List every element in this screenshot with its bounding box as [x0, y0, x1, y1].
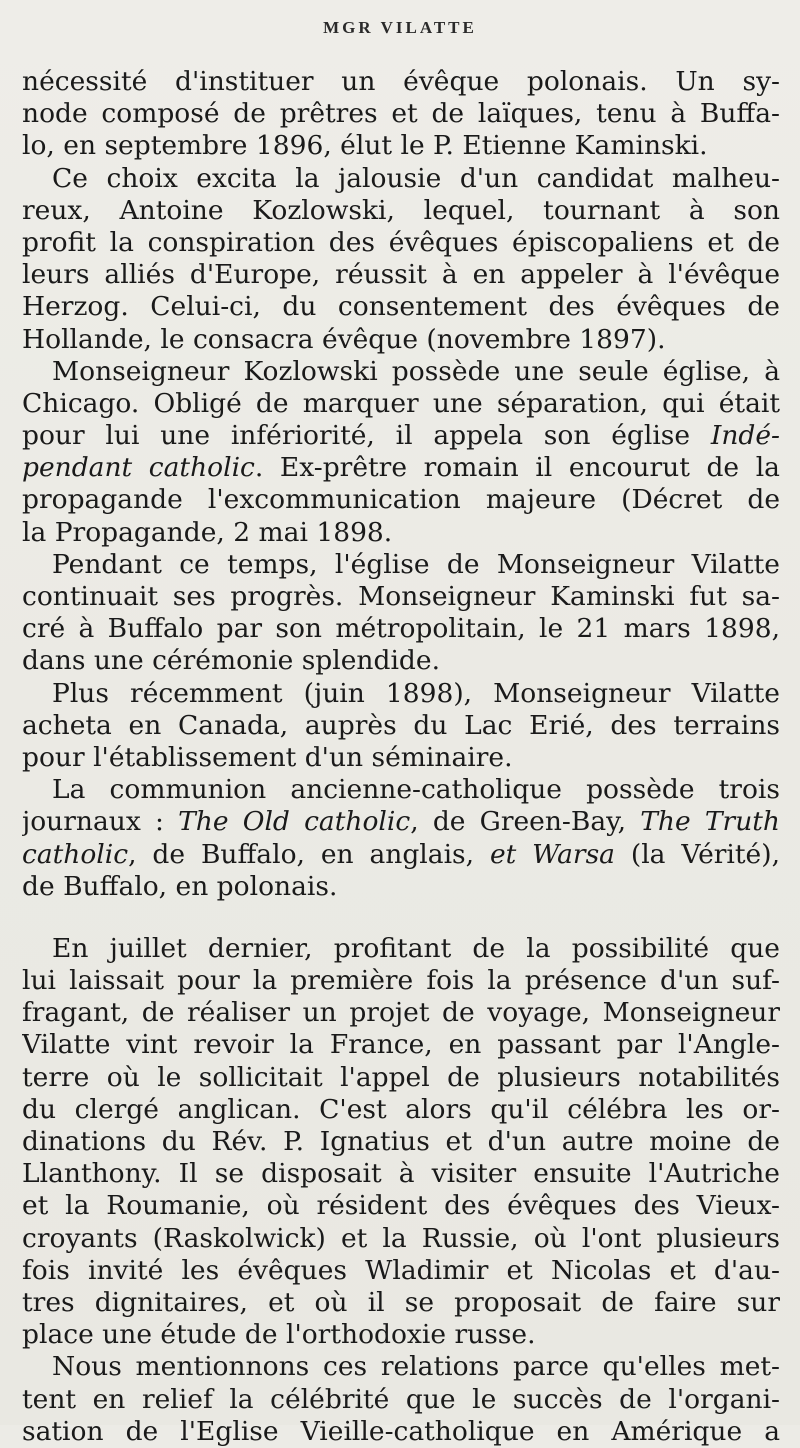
text-line: [22, 806, 780, 838]
text-line: [22, 549, 780, 581]
line-text: terre où le sollicitait l'appel de plusieurs notabilités: [22, 1061, 780, 1093]
italic-text: et Warsa: [489, 838, 615, 870]
paragraph: [22, 163, 780, 356]
text-line: [22, 710, 780, 742]
line-text: dinations du Rév. P. Ignatius et d'un autre moine de: [22, 1126, 780, 1157]
text-line: [22, 965, 780, 997]
line-text: Vilatte vint revoir la France, en passant par l'Angle-: [22, 1029, 780, 1061]
italic-text: Indé-: [710, 420, 780, 452]
line-text: propagande l'excommunication majeure (Décret de: [22, 484, 780, 516]
text-line: [22, 227, 780, 259]
text-line: [22, 356, 780, 388]
line-text: . Ex-prêtre romain il encourut de la: [254, 452, 780, 484]
line-text: En juillet dernier, profitant de la possibilité que: [52, 932, 780, 964]
italic-text: The Old catholic: [178, 806, 411, 838]
paragraph: [22, 1351, 780, 1448]
text-line: [22, 259, 780, 291]
paragraph: [22, 549, 780, 678]
paragraph: [22, 66, 780, 163]
text-line: [22, 997, 780, 1029]
text-line: [22, 291, 780, 323]
text-line: [22, 66, 780, 98]
text-line: [22, 517, 780, 549]
text-line: [22, 1255, 780, 1287]
line-text: , de Buffalo, en anglais,: [128, 838, 490, 870]
line-text: Llanthony. Il se disposait à visiter ensuite l'Autriche: [22, 1158, 780, 1190]
italic-text: catholic: [22, 838, 129, 870]
line-text: Ce choix excita la jalousie d'un candidat malheu-: [52, 162, 780, 194]
line-text: pour lui une infériorité, il appela son église: [22, 420, 711, 452]
text-line: [22, 1319, 780, 1351]
text-line: [22, 484, 780, 516]
text-line: [22, 163, 780, 195]
line-text: du clergé anglican. C'est alors qu'il célébra les or-: [22, 1093, 780, 1125]
paragraph: [22, 933, 780, 1351]
line-text: lui laissait pour la première fois la présence d'un suf-: [22, 965, 780, 997]
line-text: nécessité d'instituer un évêque polonais. Un sy-: [22, 66, 780, 97]
line-text: pour l'établissement d'un séminaire.: [22, 741, 513, 773]
text-line: [22, 678, 780, 710]
text-line: [22, 581, 780, 613]
line-text: Monseigneur Kozlowski possède une seule église, à: [52, 355, 780, 387]
text-line: [22, 1351, 780, 1383]
text-line: [22, 645, 780, 677]
text-line: [22, 1158, 780, 1190]
line-text: reux, Antoine Kozlowski, lequel, tournant à son: [22, 194, 780, 226]
text-line: [22, 871, 780, 903]
section-break: [22, 903, 780, 933]
text-line: [22, 1223, 780, 1255]
line-text: La communion ancienne-catholique possède trois: [52, 774, 780, 806]
paragraph: [22, 678, 780, 775]
line-text: acheta en Canada, auprès du Lac Erié, des terrains: [22, 709, 780, 741]
line-text: (la Vérité),: [614, 838, 780, 870]
text-line: [22, 1190, 780, 1222]
line-text: node composé de prêtres et de laïques, tenu à Buffa-: [22, 98, 780, 130]
line-text: profit la conspiration des évêques épiscopaliens et de: [22, 226, 780, 258]
text-line: [22, 388, 780, 420]
line-text: continuait ses progrès. Monseigneur Kaminski fut sa-: [22, 581, 780, 612]
line-text: , de Green-Bay,: [410, 806, 641, 838]
text-line: [22, 1062, 780, 1094]
line-text: croyants (Raskolwick) et la Russie, où l'ont plusieurs: [22, 1222, 780, 1254]
line-text: Plus récemment (juin 1898), Monseigneur Vilatte: [52, 677, 780, 709]
line-text: tres dignitaires, et où il se proposait de faire sur: [22, 1286, 780, 1318]
line-text: lo, en septembre 1896, élut le P. Etienne Kaminski.: [22, 130, 708, 162]
text-line: [22, 839, 780, 871]
line-text: Pendant ce temps, l'église de Monseigneur Vilatte: [52, 548, 780, 580]
text-line: [22, 1384, 780, 1416]
text-line: [22, 1287, 780, 1319]
text-line: [22, 774, 780, 806]
line-text: Herzog. Celui-ci, du consentement des évêques de: [22, 291, 780, 323]
line-text: sation de l'Eglise Vieille-catholique en Amérique a: [22, 1415, 780, 1447]
line-text: Hollande, le consacra évêque (novembre 1897).: [22, 323, 666, 355]
line-text: place une étude de l'orthodoxie russe.: [22, 1319, 536, 1351]
text-line: [22, 420, 780, 452]
text-line: [22, 1416, 780, 1448]
text-line: [22, 324, 780, 356]
line-text: leurs alliés d'Europe, réussit à en appeler à l'évêque: [22, 259, 780, 291]
line-text: et la Roumanie, où résident des évêques des Vieux-: [22, 1190, 780, 1222]
line-text: Chicago. Obligé de marquer une séparation, qui était: [22, 387, 780, 419]
running-head: MGR VILATTE: [323, 18, 477, 37]
line-text: la Propagande, 2 mai 1898.: [22, 516, 393, 548]
line-text: tent en relief la célébrité que le succès de l'organi-: [22, 1383, 780, 1415]
text-line: [22, 613, 780, 645]
body-text: [22, 66, 780, 1448]
line-text: fois invité les évêques Wladimir et Nicolas et d'au-: [22, 1254, 780, 1286]
text-line: [22, 1126, 780, 1158]
text-line: [22, 98, 780, 130]
text-line: [22, 1029, 780, 1061]
text-line: [22, 452, 780, 484]
paragraph: [22, 774, 780, 903]
paragraph: [22, 356, 780, 549]
line-text: cré à Buffalo par son métropolitain, le 21 mars 1898,: [22, 613, 780, 645]
italic-text: The Truth: [640, 806, 780, 838]
text-line: [22, 1094, 780, 1126]
line-text: dans une cérémonie splendide.: [22, 645, 440, 677]
line-text: fragant, de réaliser un projet de voyage, Monseigneur: [22, 997, 780, 1029]
line-text: Nous mentionnons ces relations parce qu'elles met-: [52, 1351, 780, 1383]
text-line: [22, 195, 780, 227]
text-line: [22, 742, 780, 774]
text-line: [22, 130, 780, 162]
line-text: journaux :: [22, 806, 179, 838]
italic-text: pendant catholic: [22, 452, 255, 484]
line-text: de Buffalo, en polonais.: [22, 870, 338, 902]
text-line: [22, 933, 780, 965]
